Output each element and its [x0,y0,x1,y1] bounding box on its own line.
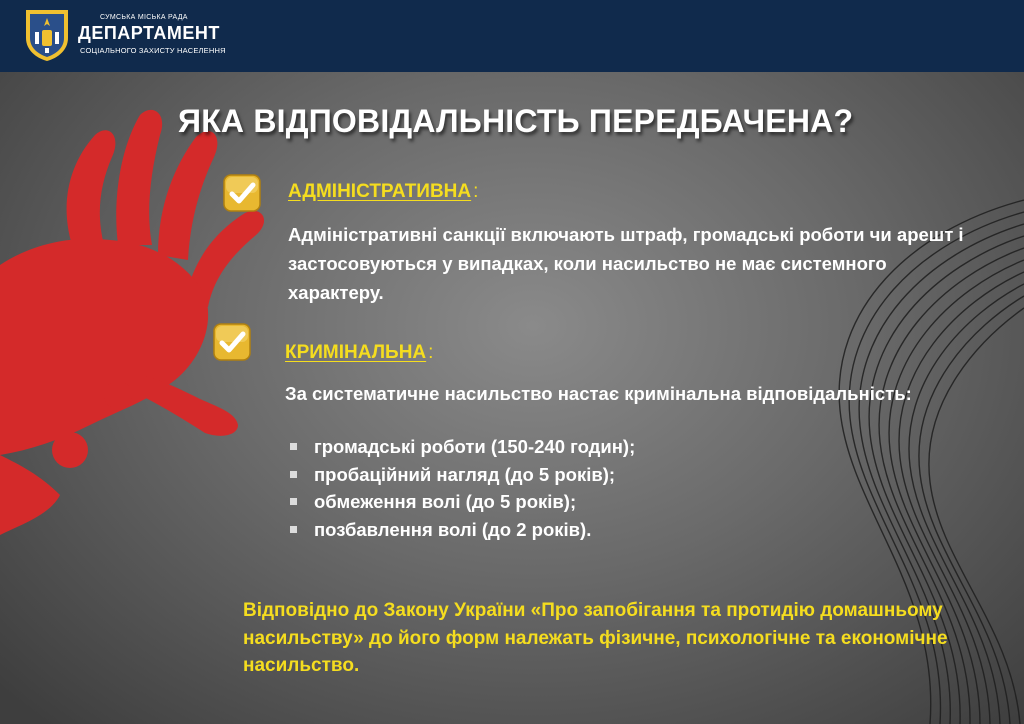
list-item [290,488,635,516]
checkmark-icon [222,173,262,213]
list-item [290,516,635,544]
section-text-administrative: Адміністративні санкції включають штраф, громадські роботи чи арешт і застосовуються у випадках, коли насильство не має системного характеру. [288,224,964,303]
list-item [290,461,635,489]
section-heading-label: АДМІНІСТРАТИВНА [288,181,472,202]
bullet-square-icon [290,498,297,505]
section-heading-criminal [285,342,433,364]
org-department-subtitle: СОЦІАЛЬНОГО ЗАХИСТУ НАСЕЛЕННЯ [80,46,226,55]
penalty-list [290,433,635,543]
list-item [290,433,635,461]
section-heading-administrative [288,181,478,203]
section-text-criminal: За систематичне насильство настає кримінальна відповідальність: [285,383,912,404]
org-city-council: СУМСЬКА МІСЬКА РАДА [100,14,188,21]
section-heading-label: КРИМІНАЛЬНА [285,342,427,363]
checkmark-icon [212,322,252,362]
red-hand-icon [0,95,300,565]
header-bar [0,0,1024,72]
bullet-square-icon [290,443,297,450]
bullet-square-icon [290,526,297,533]
coat-of-arms-icon [22,8,72,62]
bullet-square-icon [290,471,297,478]
section-heading-colon: : [428,342,434,363]
list-item-text: позбавлення волі (до 2 років). [314,518,592,540]
list-item-text: обмеження волі (до 5 років); [314,491,577,512]
page-title: ЯКА ВІДПОВІДАЛЬНІСТЬ ПЕРЕДБАЧЕНА? [178,103,854,139]
law-reference-note: Відповідно до Закону України «Про запобігання та протидію домашньому насильству» до його форм належать фізичне, психологічне та економічне насильство. [243,600,948,676]
list-item-text: громадські роботи (150-240 годин); [314,436,636,457]
list-item-text: пробаційний нагляд (до 5 років); [314,463,616,485]
org-department: ДЕПАРТАМЕНТ [78,23,220,43]
section-heading-colon: : [473,181,479,202]
